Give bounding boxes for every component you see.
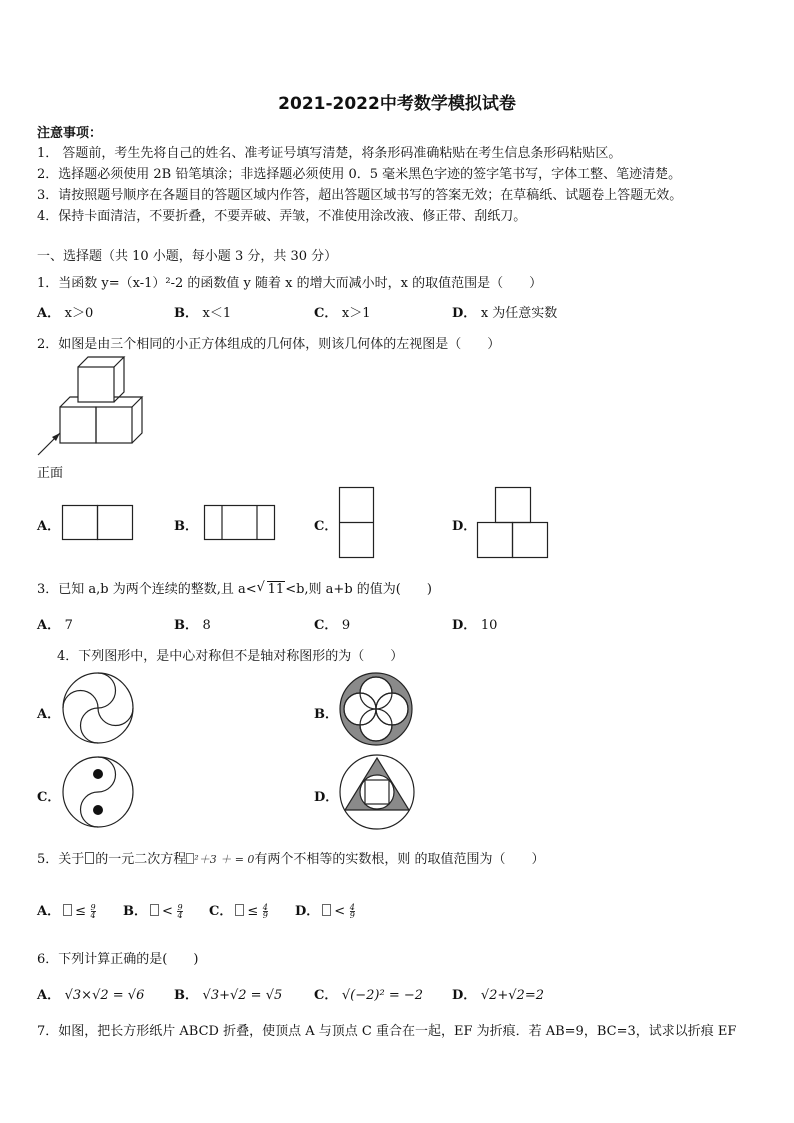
q3-option-a[interactable]: A． 7 [37,618,73,633]
notice-item: 4．保持卡面清洁，不要折叠，不要弄破、弄皱，不准使用涂改液、修正带、刮纸刀。 [37,209,527,224]
q3-option-d[interactable]: D． 10 [452,618,498,633]
notice-item: 1． 答题前，考生先将自己的姓名、准考证号填写清楚，将条形码准确粘贴在考生信息条形码粘贴区。 [37,146,622,161]
notice-item: 2．选择题必须使用 2B 铅笔填涂；非选择题必须使用 0．5 毫米黑色字迹的签字笔书写，字体工整、笔迹清楚。 [37,167,682,182]
q1-option-c[interactable]: C． x＞1 [314,306,371,321]
q2-option-c-label[interactable]: C． [314,519,338,534]
q1-option-d[interactable]: D． x 为任意实数 [452,306,558,321]
q2-option-b-label[interactable]: B． [174,519,198,534]
q5-option-a[interactable]: A． ≤ $\frac{9}{4}$ [37,903,96,920]
q4-option-c-label[interactable]: C． [37,790,61,805]
q4-option-a-label[interactable]: A． [37,707,61,722]
q2-option-b-figure[interactable] [204,505,276,541]
notice-item: 3．请按照题号顺序在各题目的答题区域内作答，超出答题区域书写的答案无效；在草稿纸、试题卷上答题无效。 [37,188,683,203]
q2-option-d-label[interactable]: D． [452,519,477,534]
q2-option-a-label[interactable]: A． [37,519,61,534]
q1-option-a[interactable]: A． x＞0 [37,306,94,321]
q6-option-b[interactable]: B． √3+√2 = √5 [174,988,283,1003]
q4-option-d-figure[interactable] [339,754,415,830]
q5-option-c[interactable]: C． ≤ $\frac{4}{9}$ [209,903,268,920]
front-label: 正面 [37,466,64,481]
q4-option-d-label[interactable]: D． [314,790,339,805]
q6-option-d[interactable]: D． √2+√2=2 [452,988,544,1003]
q4-option-a-figure[interactable] [62,672,134,744]
q5-option-d[interactable]: D． < $\frac{4}{9}$ [295,903,355,920]
q4-option-b-label[interactable]: B． [314,707,338,722]
q5-option-b[interactable]: B． < $\frac{9}{4}$ [123,903,183,920]
q6-option-a[interactable]: A． √3×√2 = √6 [37,988,145,1003]
q4-option-b-figure[interactable] [339,672,413,746]
question-2-stem: 2．如图是由三个相同的小正方体组成的几何体，则该几何体的左视图是（ ） [37,337,501,352]
question-3-stem: 3．已知 a,b 为两个连续的整数,且 a< √ 11<b,则 a+b 的值为( ) [37,580,432,597]
q2-option-d-figure[interactable] [477,487,549,559]
q3-option-b[interactable]: B． 8 [174,618,211,633]
page-title: 2021-2022中考数学模拟试卷 [278,94,516,114]
question-1-stem: 1．当函数 y=（x-1）²-2 的函数值 y 随着 x 的增大而减小时，x 的取值范围是（ ） [37,276,543,291]
question-6-stem: 6．下列计算正确的是( ) [37,952,199,967]
section-heading: 一、选择题（共 10 小题，每小题 3 分，共 30 分） [37,249,338,264]
question-7-stem: 7．如图，把长方形纸片 ABCD 折叠，使顶点 A 与顶点 C 重合在一起，EF 为折痕．若 AB=9，BC=3，试求以折痕 EF [37,1024,737,1039]
question-5-stem: 5．关于 的一元二次方程 ²＋3 ＋ = 0有两个不相等的实数根，则 的取值范围为（ ） [37,852,545,867]
q6-option-c[interactable]: C． √(−2)² = −2 [314,988,424,1003]
q1-option-b[interactable]: B． x＜1 [174,306,232,321]
notice-heading: 注意事项： [37,126,103,141]
q3-option-c[interactable]: C． 9 [314,618,351,633]
q2-option-a-figure[interactable] [62,505,134,541]
question-4-stem: 4．下列图形中，是中心对称但不是轴对称图形的为（ ） [57,649,404,664]
placeholder-box [85,852,94,864]
q2-option-c-figure[interactable] [339,487,375,559]
cube-solid-figure [30,355,160,465]
q4-option-c-figure[interactable] [62,756,134,828]
